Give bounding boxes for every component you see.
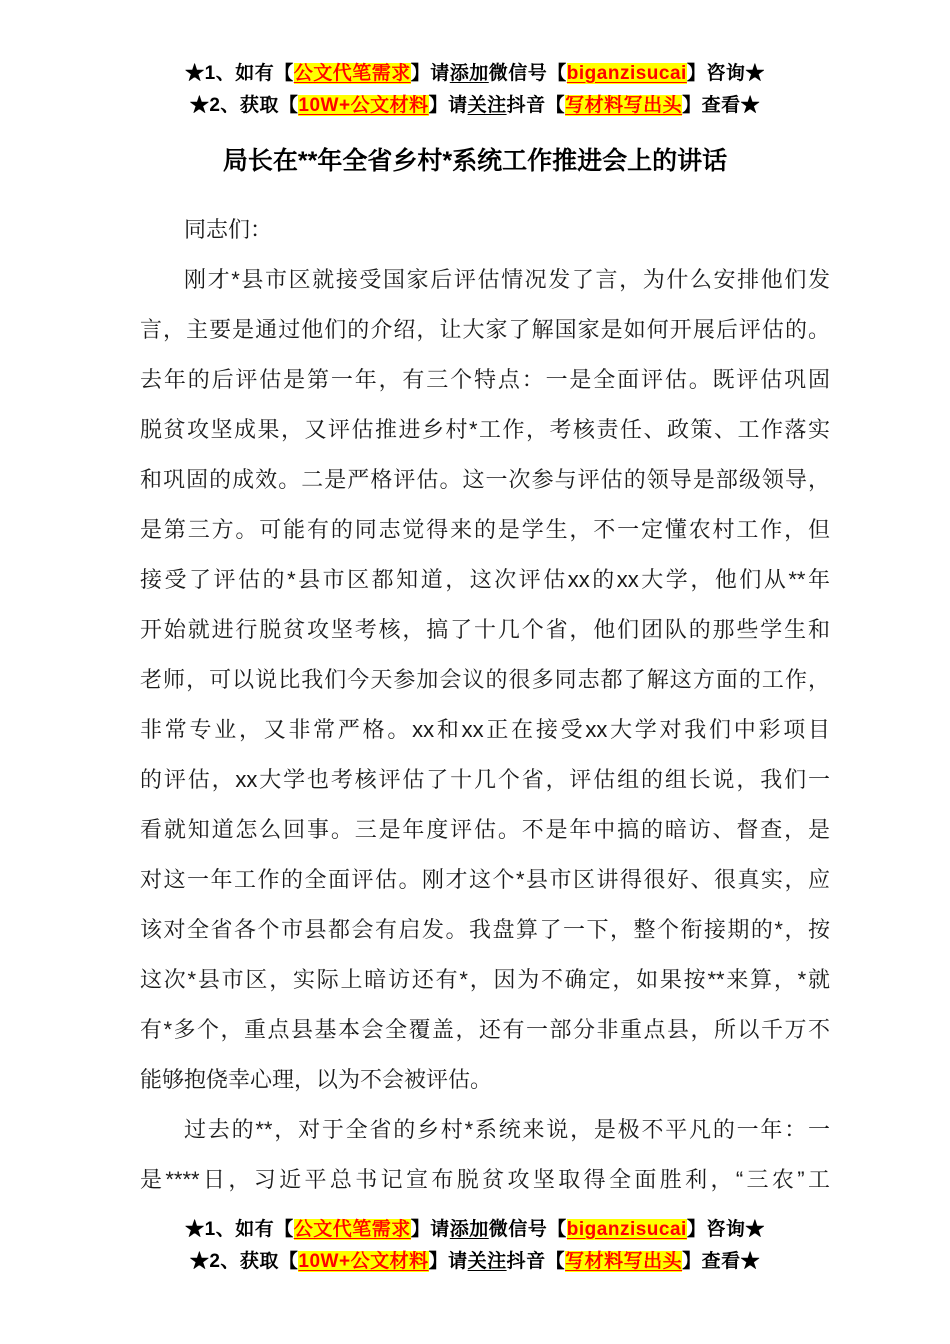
promo-underlined-follow: 关注	[467, 95, 507, 116]
promo-text: 】查看★	[682, 1251, 761, 1272]
body-line: 的评估，xx大学也考核评估了十几个省，评估组的组长说，我们一	[140, 767, 830, 792]
promo-highlight-douyin-account: 写材料写出头	[565, 1251, 683, 1272]
promo-text: 抖音【	[506, 1251, 566, 1272]
promo-text: ★1、如有【	[185, 63, 294, 84]
body-line: 和巩固的成效。二是严格评估。这一次参与评估的领导是部级领导，	[140, 467, 830, 492]
body-line: 能够抱侥幸心理，以为不会被评估。	[140, 1067, 493, 1092]
body-line: 同志们：	[184, 217, 273, 242]
body-line: 对这一年工作的全面评估。刚才这个*县市区讲得很好、很真实，应	[140, 867, 830, 892]
promo-highlight-wechat-id: biganzisucai	[566, 1219, 687, 1240]
promo-highlight-writing-service: 公文代笔需求	[293, 1219, 411, 1240]
promo-text: 】请	[428, 95, 468, 116]
body-line: 是第三方。可能有的同志觉得来的是学生，不一定懂农村工作，但	[140, 517, 830, 542]
document-title: 局长在**年全省乡村*系统工作推进会上的讲话	[222, 147, 728, 175]
promo-text: 】请	[428, 1251, 468, 1272]
body-line: 这次*县市区，实际上暗访还有*，因为不确定，如果按**来算，*就	[140, 967, 830, 992]
promo-highlight-materials: 10W+公文材料	[298, 95, 429, 116]
promo-text: 抖音【	[506, 95, 566, 116]
body-line: 过去的**，对于全省的乡村*系统来说，是极不平凡的一年：一	[184, 1117, 830, 1142]
promo-text: 】查看★	[682, 95, 761, 116]
promo-text: 】请	[410, 1219, 450, 1240]
body-line: 刚才*县市区就接受国家后评估情况发了言，为什么安排他们发	[184, 267, 830, 292]
promo-underlined-add: 添加	[449, 1219, 489, 1240]
header-promo-note	[0, 58, 950, 122]
footer-promo-note	[0, 1214, 950, 1278]
promo-text: 微信号【	[488, 1219, 567, 1240]
document-body	[140, 205, 830, 1205]
promo-underlined-follow: 关注	[467, 1251, 507, 1272]
body-line: 该对全省各个市县都会有启发。我盘算了一下，整个衔接期的*，按	[140, 917, 830, 942]
header-promo-line-1	[0, 58, 950, 90]
body-line: 脱贫攻坚成果，又评估推进乡村*工作，考核责任、政策、工作落实	[140, 417, 830, 442]
promo-highlight-materials: 10W+公文材料	[298, 1251, 429, 1272]
promo-highlight-douyin-account: 写材料写出头	[565, 95, 683, 116]
promo-text: ★2、获取【	[189, 1251, 299, 1272]
body-line: 是****日，习近平总书记宣布脱贫攻坚取得全面胜利，“三农”工	[140, 1167, 830, 1192]
promo-highlight-wechat-id: biganzisucai	[566, 63, 687, 84]
promo-text: 微信号【	[488, 63, 567, 84]
body-line: 非常专业，又非常严格。xx和xx正在接受xx大学对我们中彩项目	[140, 717, 830, 742]
body-line: 看就知道怎么回事。三是年度评估。不是年中搞的暗访、督查，是	[140, 817, 830, 842]
footer-promo-line-1	[0, 1214, 950, 1246]
promo-text: ★2、获取【	[189, 95, 299, 116]
promo-underlined-add: 添加	[449, 63, 489, 84]
header-promo-line-2	[0, 90, 950, 122]
body-line: 老师，可以说比我们今天参加会议的很多同志都了解这方面的工作，	[140, 667, 830, 692]
promo-text: 】请	[410, 63, 450, 84]
body-line: 接受了评估的*县市区都知道，这次评估xx的xx大学，他们从**年	[140, 567, 830, 592]
footer-promo-line-2	[0, 1246, 950, 1278]
promo-text: 】咨询★	[686, 1219, 765, 1240]
promo-highlight-writing-service: 公文代笔需求	[293, 63, 411, 84]
body-line: 有*多个，重点县基本会全覆盖，还有一部分非重点县，所以千万不	[140, 1017, 830, 1042]
body-line: 言，主要是通过他们的介绍，让大家了解国家是如何开展后评估的。	[140, 317, 830, 342]
promo-text: 】咨询★	[686, 63, 765, 84]
promo-text: ★1、如有【	[185, 1219, 294, 1240]
body-line: 去年的后评估是第一年，有三个特点：一是全面评估。既评估巩固	[140, 367, 830, 392]
body-line: 开始就进行脱贫攻坚考核，搞了十几个省，他们团队的那些学生和	[140, 617, 830, 642]
